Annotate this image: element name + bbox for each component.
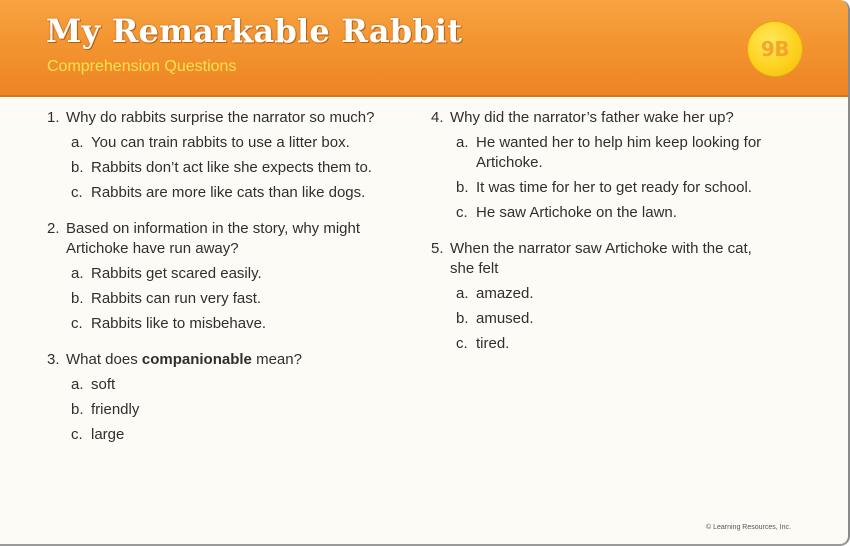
question-text	[66, 350, 386, 370]
question-text-before: What does	[66, 351, 142, 368]
vocabulary-word: companionable	[141, 351, 252, 368]
option-text: amazed.	[476, 285, 534, 302]
option-letter: c.	[456, 204, 468, 221]
option-letter: c.	[71, 184, 83, 201]
option-letter: b.	[71, 401, 84, 418]
option-text: large	[91, 426, 125, 443]
question-number: 2.	[47, 220, 60, 237]
copyright-notice: © Learning Resources, Inc.	[706, 524, 791, 531]
question-number: 1.	[47, 109, 60, 126]
header-banner	[0, 0, 848, 97]
option-text: He saw Artichoke on the lawn.	[476, 204, 677, 221]
option-letter: b.	[456, 310, 469, 327]
option-letter: a.	[71, 376, 84, 393]
option-text: Rabbits can run very fast.	[91, 290, 262, 307]
option-letter: a.	[71, 265, 84, 282]
option-text: Rabbits don’t act like she expects them to.	[91, 159, 372, 176]
option-text: Rabbits are more like cats than like dogs.	[91, 184, 366, 201]
option-text: amused.	[476, 310, 534, 327]
question-number: 3.	[47, 351, 60, 368]
page-subtitle: Comprehension Questions	[47, 58, 237, 75]
option-text: It was time for her to get ready for school.	[476, 179, 752, 196]
question-text: When the narrator saw Artichoke with the cat, she felt	[450, 240, 752, 277]
option-text: He wanted her to help him keep looking for Artichoke.	[476, 134, 762, 171]
page-title: My Remarkable Rabbit	[46, 12, 463, 50]
question-text: Why do rabbits surprise the narrator so much?	[66, 109, 375, 126]
question-text: Why did the narrator’s father wake her up?	[450, 109, 734, 126]
option-letter: a.	[456, 134, 469, 151]
card-number-badge: 9B	[748, 22, 802, 76]
option-text: You can train rabbits to use a litter box.	[91, 134, 350, 151]
option-letter: c.	[71, 315, 83, 332]
option-letter: c.	[456, 335, 468, 352]
question-text: Based on information in the story, why might Artichoke have run away?	[66, 220, 361, 257]
option-letter: b.	[71, 159, 84, 176]
option-letter: b.	[456, 179, 469, 196]
option-letter: c.	[71, 426, 83, 443]
question-number: 5.	[431, 240, 444, 257]
option-letter: a.	[71, 134, 84, 151]
option-text: tired.	[476, 335, 510, 352]
option-text: Rabbits like to misbehave.	[91, 315, 267, 332]
option-letter: a.	[456, 285, 469, 302]
question-number: 4.	[431, 109, 444, 126]
question-text-after: mean?	[251, 351, 302, 368]
option-letter: b.	[71, 290, 84, 307]
option-text: soft	[91, 376, 116, 393]
option-text: Rabbits get scared easily.	[91, 265, 262, 282]
option-text: friendly	[91, 401, 140, 418]
